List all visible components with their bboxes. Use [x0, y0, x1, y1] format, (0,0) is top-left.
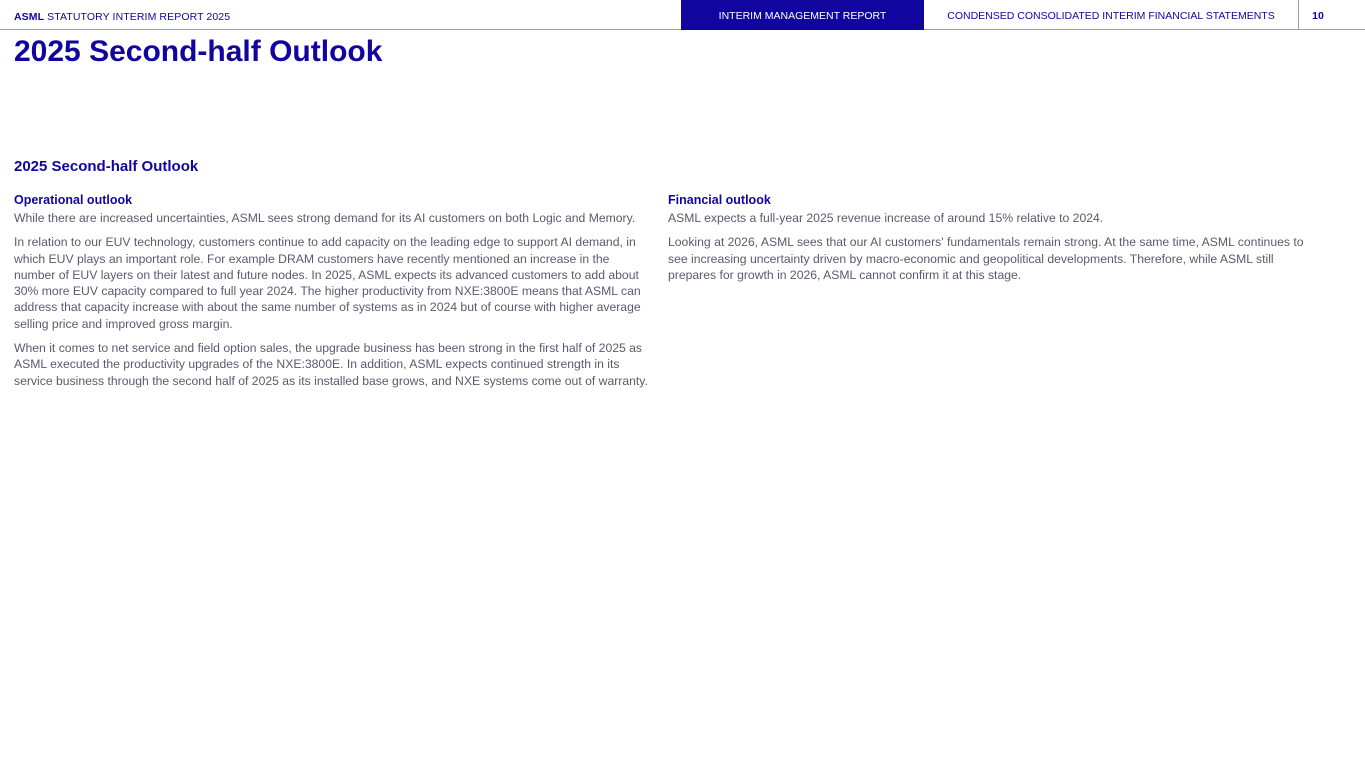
page-number: 10 — [1312, 10, 1324, 22]
financial-outlook-heading: Financial outlook — [668, 193, 771, 207]
tab-financial-statements[interactable]: CONDENSED CONSOLIDATED INTERIM FINANCIAL STATEMENTS — [924, 0, 1299, 30]
report-header — [0, 0, 1365, 30]
operational-outlook-column — [14, 193, 654, 397]
report-name: STATUTORY INTERIM REPORT 2025 — [44, 11, 231, 23]
tab-interim-management-report[interactable]: INTERIM MANAGEMENT REPORT — [681, 0, 924, 30]
financial-paragraph: Looking at 2026, ASML sees that our AI customers' fundamentals remain strong. At the same time, ASML continues to see increasing uncertainty driven by macro-economic and geopolitical developments. Therefore, while ASML still prepares for growth in 2026, ASML cannot confirm it at this stage. — [668, 235, 1304, 282]
financial-outlook-column — [668, 193, 1308, 291]
operational-paragraph: When it comes to net service and field option sales, the upgrade business has been strong in the first half of 2025 as ASML executed the productivity upgrades of the NXE:3800E. In addition, ASML expects continued strength in its service business through the second half of 2025 as its installed base grows, and NXE systems come out of warranty. — [14, 341, 648, 388]
brand-name: ASML — [14, 11, 45, 23]
report-brand — [14, 11, 230, 23]
operational-outlook-heading: Operational outlook — [14, 193, 133, 207]
section-title: 2025 Second-half Outlook — [14, 158, 199, 175]
page-title: 2025 Second-half Outlook — [14, 35, 383, 68]
operational-paragraph: In relation to our EUV technology, customers continue to add capacity on the leading edge to support AI demand, in which EUV plays an important role. For example DRAM customers have recently mentioned an increase in the number of EUV layers on their latest and future nodes. In 2025, ASML expects its advanced customers to add about 30% more EUV capacity compared to full year 2024. The higher productivity from NXE:3800E means that ASML can address that capacity increase with about the same number of systems as in 2024 but of course with higher average selling price and improved gross margin. — [14, 235, 641, 331]
operational-paragraph: While there are increased uncertainties, ASML sees strong demand for its AI customers on both Logic and Memory. — [14, 211, 636, 225]
financial-paragraph: ASML expects a full-year 2025 revenue increase of around 15% relative to 2024. — [668, 211, 1104, 225]
